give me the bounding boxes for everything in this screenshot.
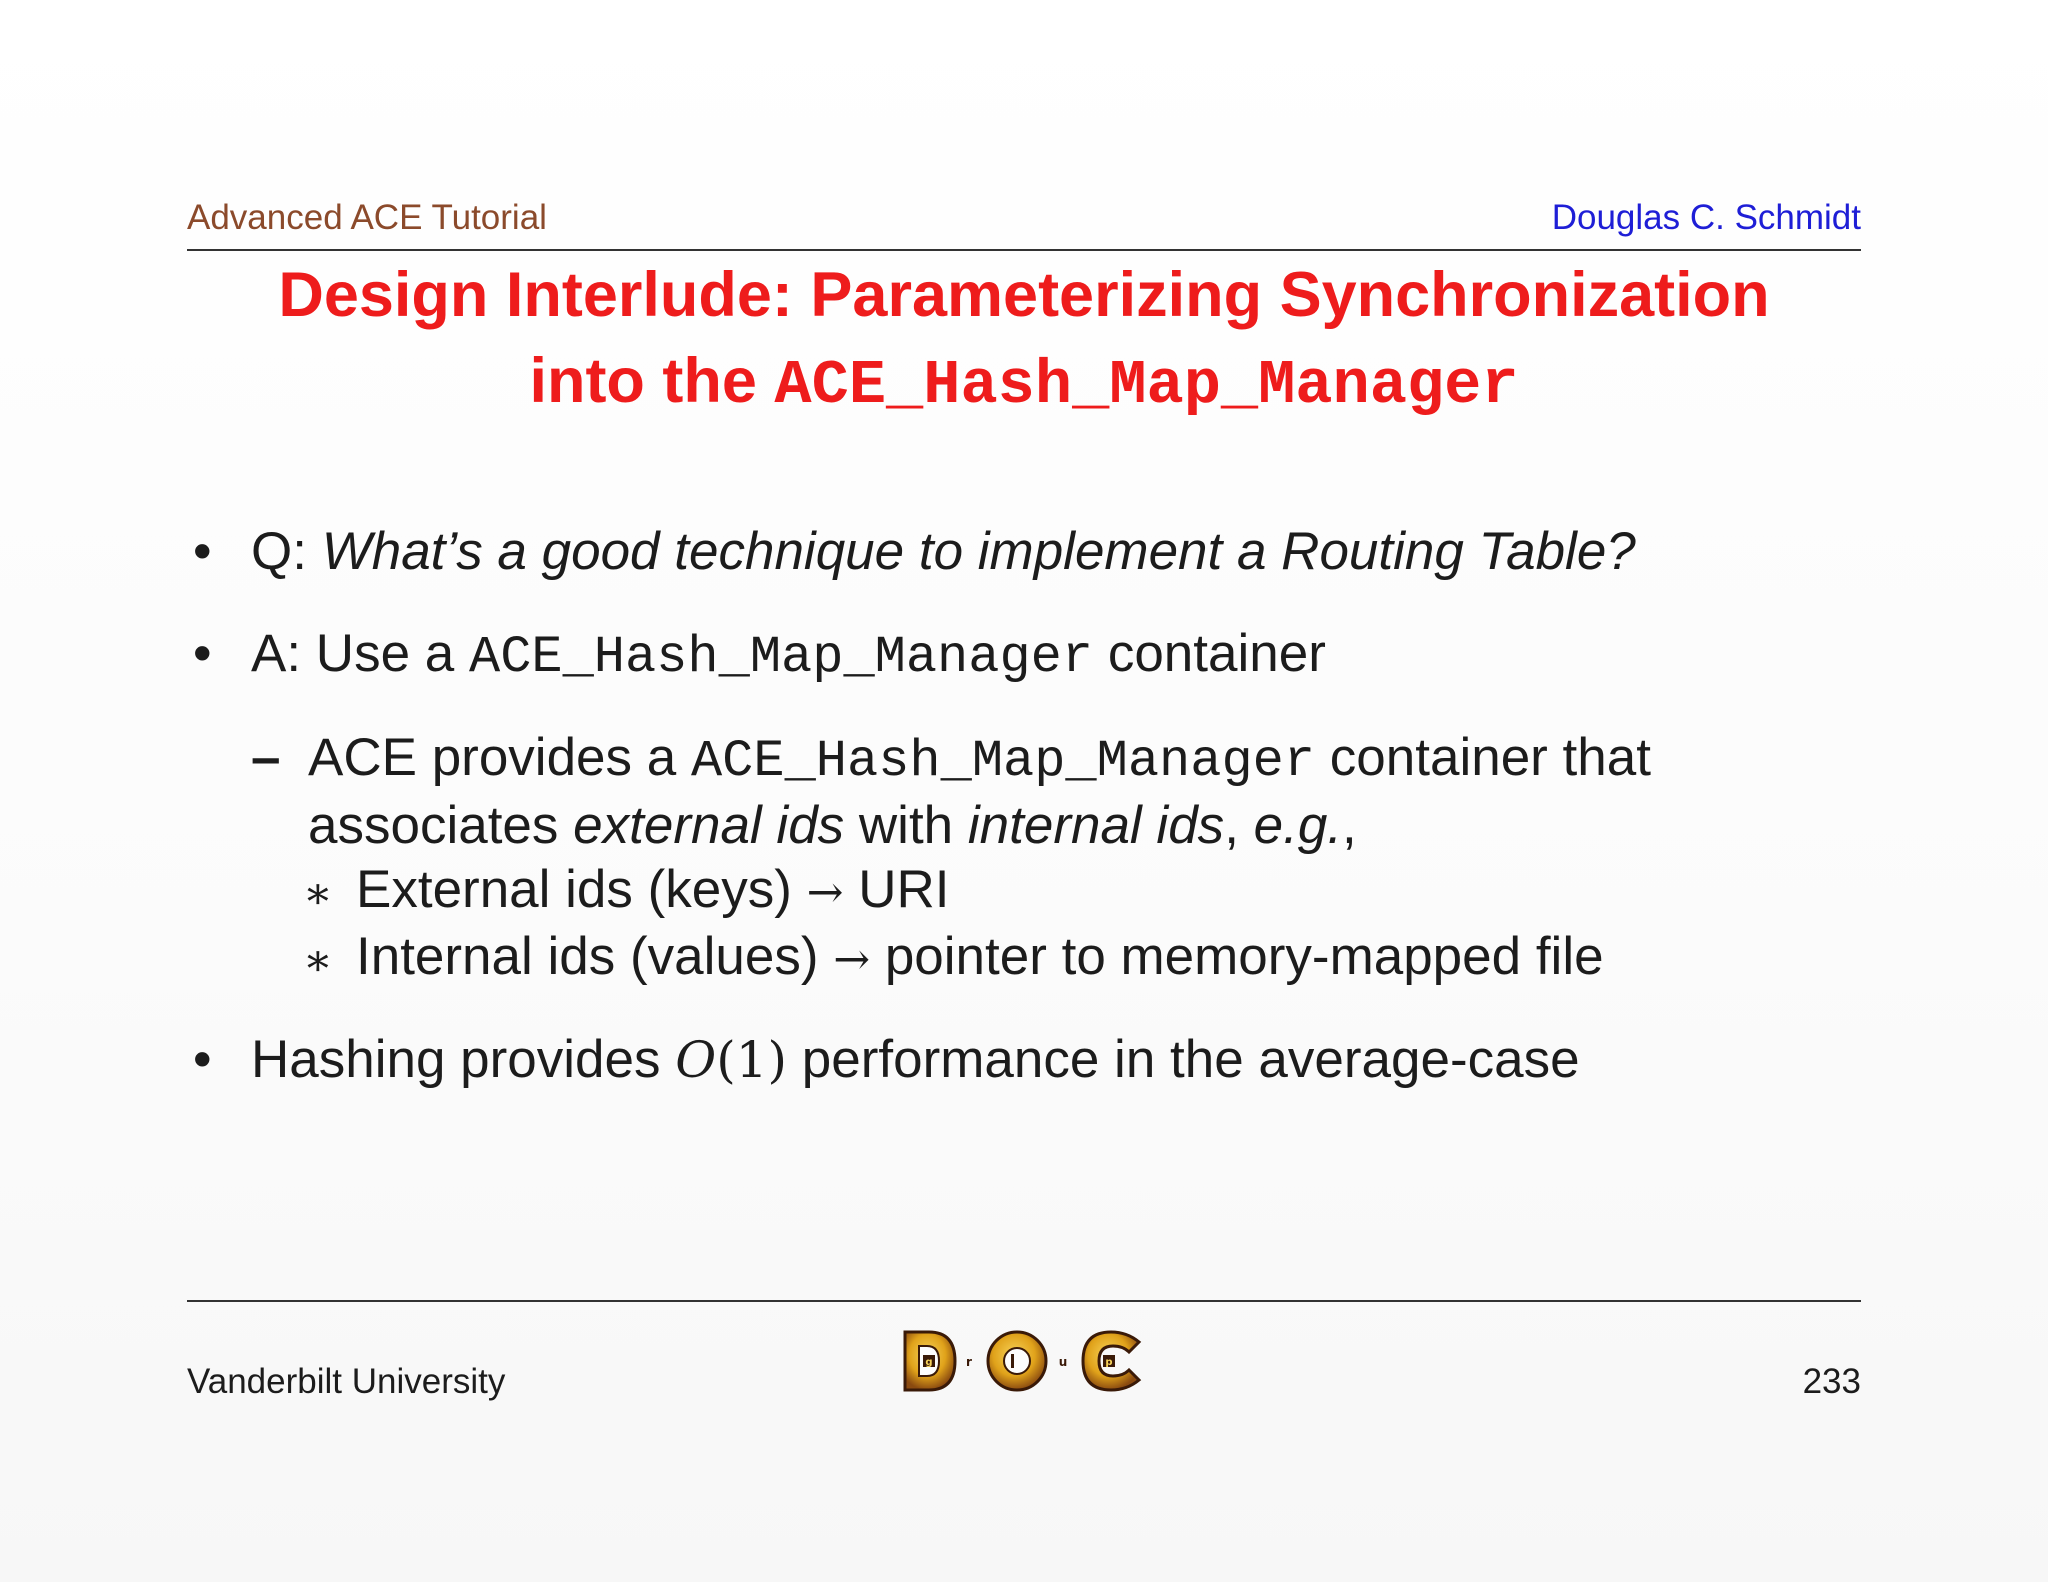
bullet-hashing <box>187 1028 1861 1092</box>
page-number: 233 <box>1802 1362 1861 1401</box>
sub-line-1 <box>308 726 1861 794</box>
logo-p-letter: p <box>1105 1357 1113 1368</box>
logo-o-icon <box>988 1332 1046 1390</box>
answer-prefix: A: Use a <box>251 624 469 683</box>
star-icon: ∗ <box>303 868 333 919</box>
sub-eg-comma: , <box>1342 796 1357 855</box>
subsub-internal-right: pointer to memory-mapped file <box>870 927 1604 986</box>
subsub-external-right: URI <box>843 860 950 919</box>
subsub-item-internal <box>187 925 1861 992</box>
title-line-2-prefix: into the <box>529 346 775 416</box>
logo-u-letter: u <box>1058 1355 1068 1369</box>
sub-code: ACE_Hash_Map_Manager <box>690 732 1316 791</box>
logo-c-icon <box>1083 1332 1139 1390</box>
arrow-icon: → <box>833 934 871 985</box>
answer-suffix: container <box>1093 624 1326 683</box>
big-o-notation <box>675 1031 787 1089</box>
arrow-icon: → <box>806 867 844 918</box>
question-label: Q: <box>251 522 322 581</box>
hashing-prefix: Hashing provides <box>251 1030 676 1089</box>
sub-internal-ids: internal ids <box>967 796 1225 855</box>
dash-icon: – <box>251 728 281 787</box>
hashing-suffix: performance in the average-case <box>787 1030 1580 1089</box>
sub-associates: associates <box>308 796 574 855</box>
big-o-arg: (1) <box>716 1031 788 1089</box>
bullet-question <box>187 520 1861 584</box>
title-line-1: Design Interlude: Parameterizing Synchronization <box>278 260 1770 330</box>
sub-item-ace-provides <box>187 726 1861 858</box>
bullet-icon: • <box>193 624 212 683</box>
course-title: Advanced ACE Tutorial <box>187 198 547 237</box>
sub-eg: e.g. <box>1253 796 1343 855</box>
logo-r-letter: r <box>966 1355 972 1369</box>
footer-rule <box>187 1300 1861 1302</box>
sub-prefix: ACE provides a <box>308 728 691 787</box>
question-text: What’s a good technique to implement a Routing Table? <box>321 522 1636 581</box>
subsub-internal-left: Internal ids (values) <box>356 927 834 986</box>
sub-comma: , <box>1224 796 1254 855</box>
logo-g-letter: g <box>925 1357 933 1368</box>
slide-content <box>187 520 1861 1092</box>
title-line-2 <box>187 338 1861 429</box>
big-o-var: O <box>675 1031 717 1089</box>
title-code: ACE_Hash_Map_Manager <box>774 350 1519 421</box>
bullet-answer <box>187 622 1861 690</box>
slide-title <box>187 252 1861 429</box>
logo-d-icon <box>905 1332 955 1390</box>
sub-with: with <box>844 796 968 855</box>
bullet-icon: • <box>193 522 212 581</box>
author-name: Douglas C. Schmidt <box>1551 198 1861 237</box>
header-rule <box>187 249 1861 251</box>
doc-group-logo <box>903 1328 1147 1394</box>
subsub-external-left: External ids (keys) <box>356 860 807 919</box>
sub-line-2 <box>308 794 1861 858</box>
sub-suffix: container that <box>1315 728 1651 787</box>
subsub-item-external <box>187 858 1861 925</box>
answer-code: ACE_Hash_Map_Manager <box>468 628 1094 687</box>
sub-external-ids: external ids <box>573 796 845 855</box>
university-name: Vanderbilt University <box>187 1362 506 1401</box>
bullet-icon: • <box>193 1030 212 1089</box>
star-icon: ∗ <box>303 935 333 986</box>
